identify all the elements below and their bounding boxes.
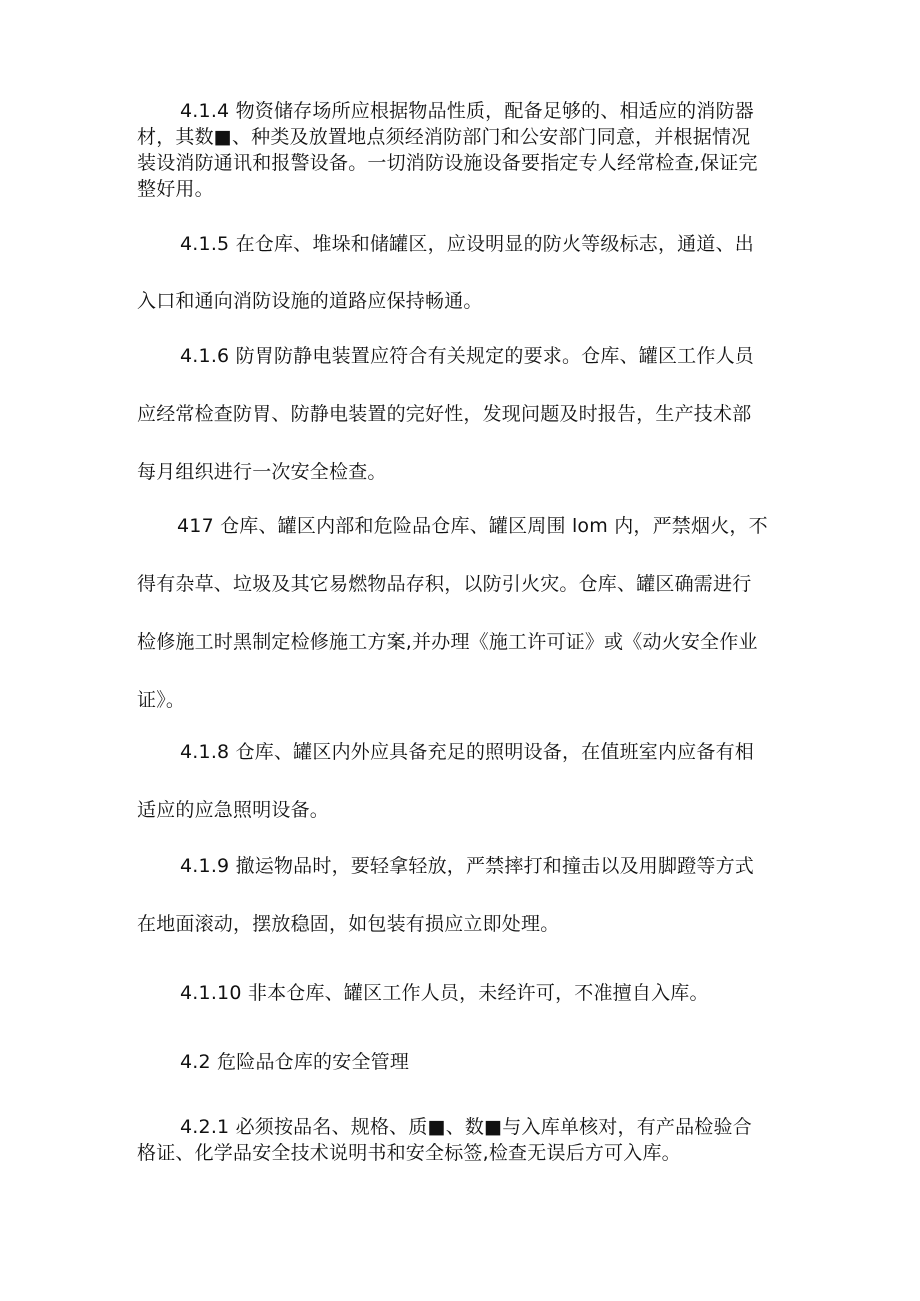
- paragraph-line: 入口和通向消防设施的道路应保持畅通。: [137, 290, 483, 312]
- paragraph-4-1-9: [137, 853, 787, 969]
- paragraph-4-1-4: [137, 98, 787, 202]
- paragraph-line: 4.2.1 必须按品名、规格、质■、数■与入库单核对，有产品检验合: [180, 1116, 752, 1138]
- paragraph-line: 证》。: [137, 689, 186, 711]
- paragraph-line: 装设消防通讯和报警设备。一切消防设施设备要指定专人经常检查,保证完: [137, 152, 758, 174]
- section-heading-4-2: [137, 1049, 787, 1075]
- paragraph-4-1-7: [137, 513, 787, 745]
- paragraph-line: 检修施工时黑制定检修施工方案,并办理《施工许可证》或《动火安全作业: [137, 631, 758, 653]
- paragraph-line: 4.1.9 撤运物品时，要轻拿轻放，严禁摔打和撞击以及用脚蹬等方式: [180, 855, 754, 877]
- paragraph-line: 格证、化学品安全技术说明书和安全标签,检查无误后方可入库。: [137, 1142, 681, 1164]
- paragraph-4-1-10: [137, 980, 787, 1006]
- paragraph-line: 4.1.8 仓库、罐区内外应具备充足的照明设备，在值班室内应备有相: [180, 741, 754, 763]
- heading-line: 4.2 危险品仓库的安全管理: [180, 1051, 410, 1073]
- paragraph-4-1-8: [137, 739, 787, 855]
- paragraph-line: 得有杂草、垃圾及其它易燃物品存积，以防引火灾。仓库、罐区确需进行: [137, 573, 752, 595]
- paragraph-line: 在地面滚动，摆放稳固，如包装有损应立即处理。: [137, 913, 560, 935]
- paragraph-line: 417 仓库、罐区内部和危险品仓库、罐区周围 lom 内，严禁烟火，不: [177, 515, 768, 537]
- paragraph-4-1-6: [137, 343, 787, 517]
- paragraph-4-1-5: [137, 231, 787, 345]
- paragraph-line: 4.1.6 防胃防静电装置应符合有关规定的要求。仓库、罐区工作人员: [180, 345, 754, 367]
- paragraph-line: 4.1.5 在仓库、堆垛和储罐区，应设明显的防火等级标志，通道、出: [180, 233, 754, 255]
- paragraph-line: 整好用。: [137, 178, 214, 200]
- paragraph-line: 每月组织进行一次安全检查。: [137, 461, 387, 483]
- paragraph-line: 适应的应急照明设备。: [137, 799, 330, 821]
- paragraph-line: 4.1.4 物资储存场所应根据物品性质，配备足够的、相适应的消防器: [180, 100, 754, 122]
- paragraph-4-2-1: [137, 1114, 787, 1166]
- paragraph-line: 材，其数■、种类及放置地点须经消防部门和公安部门同意，并根据情况: [137, 126, 751, 148]
- paragraph-line: 4.1.10 非本仓库、罐区工作人员，未经许可，不准擅自入库。: [180, 982, 709, 1004]
- paragraph-line: 应经常检查防胃、防静电装置的完好性，发现问题及时报告，生产技术部: [137, 403, 752, 425]
